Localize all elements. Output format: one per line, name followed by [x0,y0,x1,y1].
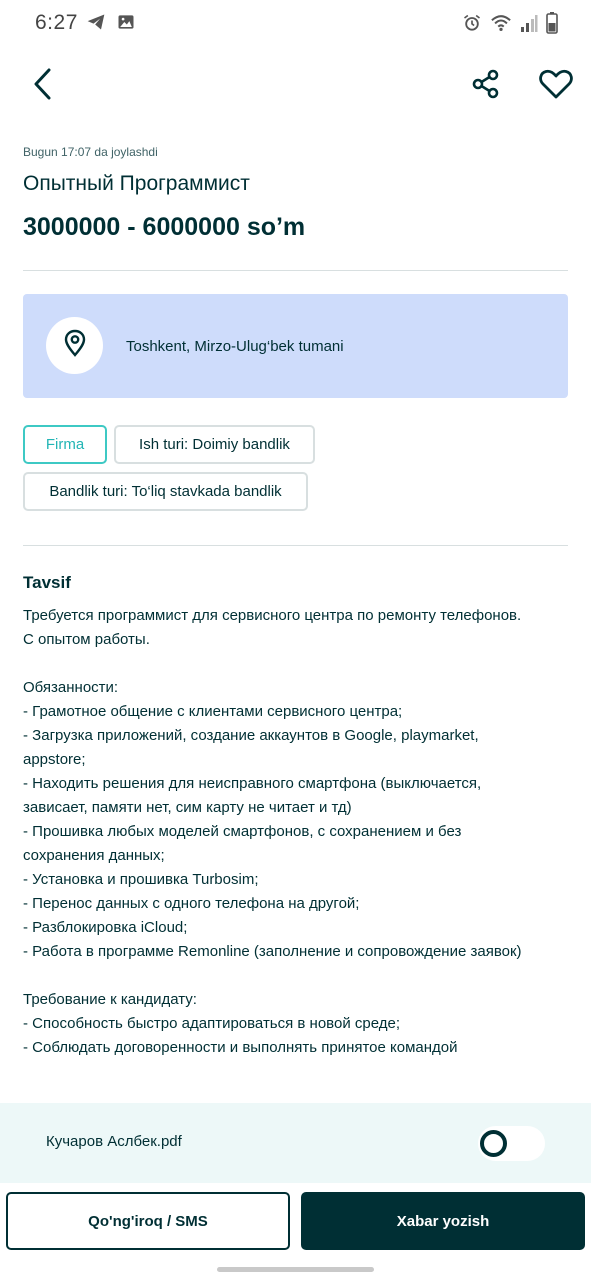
call-sms-button[interactable]: Qo'ng'iroq / SMS [6,1192,290,1250]
share-icon [471,69,501,104]
location-text: Toshkent, Mirzo-Ulug‘bek tumani [126,338,344,355]
attachment-toggle[interactable] [478,1126,545,1161]
location-icon-circle [46,317,103,374]
signal-icon [520,13,538,38]
top-nav [0,60,591,112]
description-heading: Tavsif [23,573,71,592]
wifi-icon [490,13,512,38]
battery-icon [546,12,558,39]
posted-date: Bugun 17:07 da joylashdi [23,145,158,159]
status-time: 6:27 [35,11,78,34]
back-button[interactable] [24,66,60,106]
listing-title: Опытный Программист [23,172,250,195]
tag-job-type[interactable]: Ish turi: Doimiy bandlik [114,425,315,464]
tag-firma[interactable]: Firma [23,425,107,464]
location-card[interactable] [23,294,568,398]
divider [23,270,568,271]
telegram-icon [86,12,106,37]
tag-employment-type[interactable]: Bandlik turi: To‘liq stavkada bandlik [23,472,308,511]
toggle-knob [480,1130,507,1157]
home-indicator[interactable] [217,1267,374,1272]
alarm-icon [462,13,482,38]
chevron-left-icon [31,67,53,106]
divider [23,545,568,546]
attachment-file-name: Кучаров Аслбек.pdf [46,1133,182,1150]
favorite-button[interactable] [536,66,576,106]
bottom-actions [0,1183,591,1280]
heart-icon [539,69,573,104]
attachment-bar [0,1103,591,1183]
write-message-button[interactable]: Xabar yozish [301,1192,585,1250]
map-pin-icon [63,329,87,362]
share-button[interactable] [466,66,506,106]
listing-price: 3000000 - 6000000 so’m [23,213,306,241]
status-bar [0,0,591,48]
description-text: Требуется программист для сервисного центра по ремонту телефонов. С опытом работы. Обязанности: - Грамотное общение с клиентами сервисного центра; - Загрузка приложений, создание аккаунтов в Google, playmarket, appstore; - Находить решения для неисправного смартфона (выключается, зависает, памяти нет, сим карту не читает и тд) - Прошивка любых моделей смартфонов, с сохранением и без сохранения данных; - Установка и прошивка Turbosim; - Перенос данных с одного телефона на другой; - Разблокировка iCloud; - Работа в программе Remonline (заполнение и сопровождение заявок) Требование к кандидату: - Способность быстро адаптироваться в новой среде; - Соблюдать договоренности и выполнять принятое командой [23,607,522,1056]
gallery-icon [116,12,136,37]
